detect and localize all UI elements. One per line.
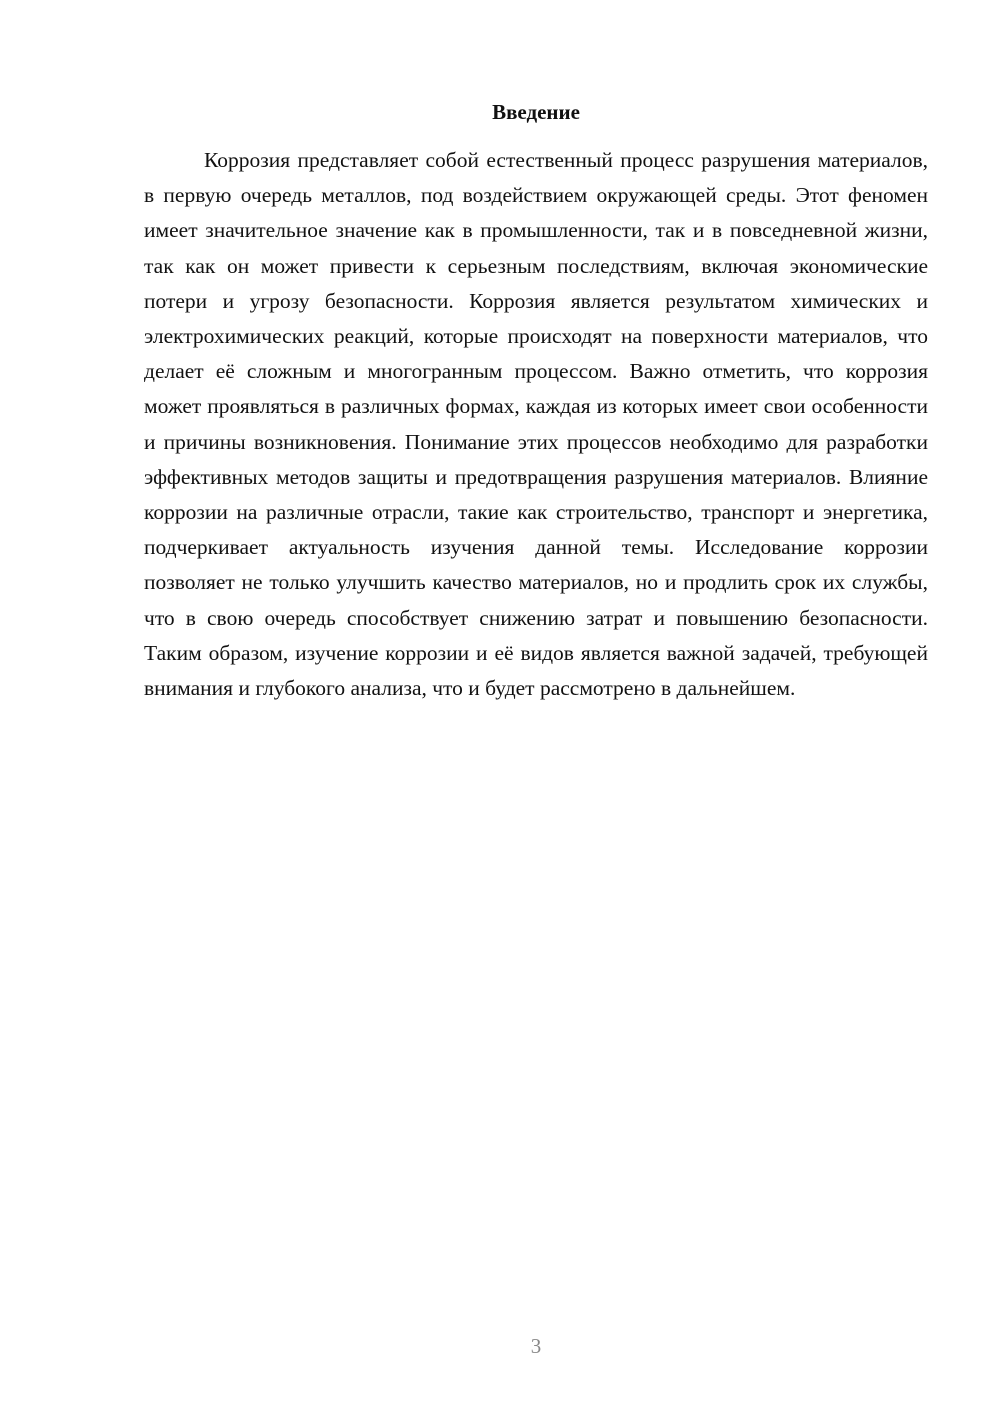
- page-number: 3: [530, 1334, 542, 1358]
- body-paragraph: Коррозия представляет собой естественный процесс разрушения материалов, в первую очередь металлов, под воздействием окружающей среды. Этот феномен имеет значительное значение как в промышленности, так и в повседневной жизни, так как он может привести к серьезным последствиям, включая экономические потери и угрозу безопасности. Коррозия является результатом химических и электрохимических реакций, которые происходят на поверхности материалов, что делает её сложным и многогранным процессом. Важно отметить, что коррозия может проявляться в различных формах, каждая из которых имеет свои особенности и причины возникновения. Понимание этих процессов необходимо для разработки эффективных методов защиты и предотвращения разрушения материалов. Влияние коррозии на различные отрасли, такие как строительство, транспорт и энергетика, подчеркивает актуальность изучения данной темы. Исследование коррозии позволяет не только улучшить качество материалов, но и продлить срок их службы, что в свою очередь способствует снижению затрат и повышению безопасности. Таким образом, изучение коррозии и её видов является важной задачей, требующей внимания и глубокого анализа, что и будет рассмотрено в дальнейшем.: [144, 148, 928, 701]
- page-title: Введение: [492, 100, 580, 124]
